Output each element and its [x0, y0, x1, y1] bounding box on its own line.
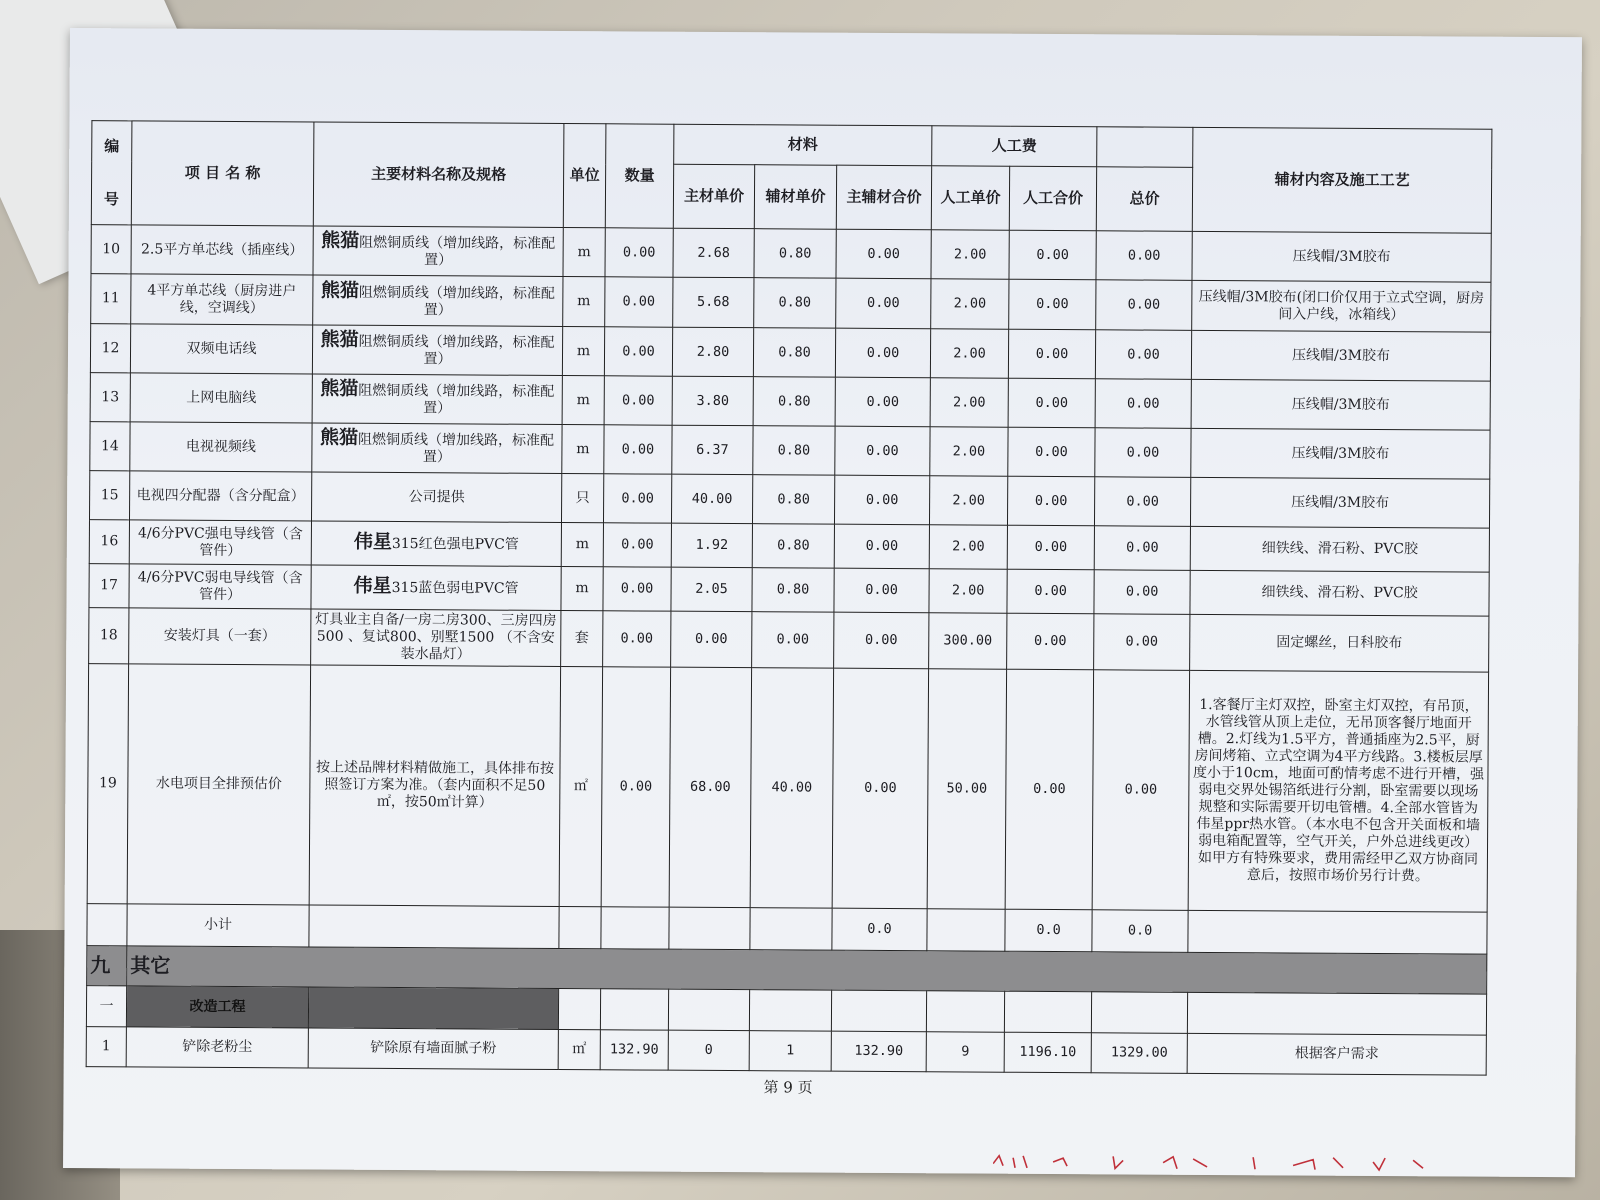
material-spec — [309, 665, 560, 907]
quantity: 0.00 — [603, 567, 671, 611]
main-material-price: 5.68 — [673, 277, 754, 327]
labor-price: 50.00 — [927, 669, 1006, 909]
labor-total: 0.00 — [1007, 525, 1094, 570]
quantity: 132.90 — [600, 1030, 668, 1070]
unit: m — [562, 327, 604, 376]
spec-text: 阻燃铜质线（增加线路，标准配置） — [357, 431, 555, 466]
aux-material-price: 0.00 — [752, 612, 834, 668]
total-price: 1329.00 — [1091, 1033, 1187, 1074]
subsection-blank — [600, 989, 668, 1030]
aux-material-price: 0.80 — [754, 278, 836, 329]
material-total: 0.00 — [835, 328, 930, 378]
unit: m — [563, 228, 605, 277]
section-title: 其它 — [127, 946, 1487, 994]
subsection-blank — [1091, 992, 1187, 1034]
table-row — [90, 422, 1490, 480]
row-no: 1 — [86, 1027, 126, 1067]
material-total: 0.00 — [835, 426, 930, 476]
labor-price: 2.00 — [930, 427, 1008, 476]
total-price: 0.00 — [1095, 379, 1191, 429]
brand-name: 伟星 — [353, 574, 392, 597]
spec-text: 阻燃铜质线（增加线路，标准配置） — [358, 333, 555, 368]
header-qty: 数量 — [605, 124, 674, 228]
subtotal-blank — [87, 904, 127, 946]
main-material-price: 40.00 — [671, 474, 752, 523]
notes: 固定螺丝，日科胶布 — [1190, 614, 1489, 672]
subsection-blank — [308, 987, 558, 1030]
row-no: 11 — [91, 274, 131, 324]
labor-price: 2.00 — [930, 329, 1008, 378]
quotation-table — [86, 120, 1493, 1076]
subtotal-blank — [750, 908, 832, 951]
item-name: 水电项目全排预估价 — [127, 664, 310, 905]
total-price: 0.00 — [1094, 526, 1190, 571]
main-material-price: 0.00 — [671, 611, 752, 667]
material-total: 0.00 — [832, 668, 928, 909]
aux-material-price: 0.80 — [752, 568, 834, 613]
item-name: 双频电话线 — [130, 324, 312, 374]
header-group-labor: 人工费 — [932, 126, 1097, 167]
labor-total: 0.00 — [1008, 427, 1095, 477]
labor-price: 2.00 — [931, 279, 1009, 329]
table-row — [90, 324, 1490, 382]
notes: 压线帽/3M胶布 — [1191, 330, 1490, 381]
unit: ㎡ — [559, 667, 602, 907]
notes: 压线帽/3M胶布 — [1192, 231, 1491, 282]
subsection-blank — [926, 991, 1004, 1032]
subsection-blank — [558, 989, 600, 1030]
header-aux-price: 辅材单价 — [754, 165, 836, 229]
main-material-price: 3.80 — [672, 376, 753, 425]
item-name: 上网电脑线 — [130, 373, 312, 423]
header-main-price: 主材单价 — [673, 164, 754, 228]
material-total: 0.00 — [836, 278, 931, 329]
row-no: 19 — [87, 664, 128, 904]
material-spec: 铲除原有墙面腻子粉 — [308, 1028, 558, 1070]
subtotal-labor-total: 0.0 — [1005, 909, 1092, 952]
aux-material-price: 0.80 — [753, 426, 835, 476]
item-name: 2.5平方单芯线（插座线） — [131, 225, 313, 275]
item-name: 电视视频线 — [130, 422, 312, 472]
handwriting-scribble — [993, 1152, 1453, 1175]
labor-total: 0.00 — [1008, 329, 1095, 379]
notes: 1.客餐厅主灯双控，卧室主灯双控，有吊顶，水管线管从顶上走位，无吊顶客餐厅地面开槽。2.灯线为1.5平方，普通插座为2.5平，厨房间烤箱、立式空调为4平方线路。3.楼板层厚度小于10cm，地面可酌情考虑不进行开槽，强弱电交界处锡箔纸进行分割，卧室需要以现场规整和实际需要开切电管槽。4.全部水管皆为伟星ppr热水管。（本水电不包含开关面板和墙弱电箱配置等，空气开关，户外总进线更改）如甲方有特殊要求，费用需经甲乙双方协商同意后，按照市场价另行计费。 — [1188, 670, 1488, 912]
unit: m — [563, 277, 605, 327]
header-labor-total: 人工合价 — [1009, 166, 1096, 231]
notes: 压线帽/3M胶布 — [1191, 477, 1490, 528]
quantity: 0.00 — [601, 667, 670, 907]
material-spec — [311, 609, 561, 667]
labor-price: 2.00 — [929, 525, 1007, 569]
header-no — [91, 121, 132, 225]
quantity: 0.00 — [604, 327, 672, 376]
aux-material-price: 0.80 — [754, 229, 836, 278]
spec-text: 公司提供 — [408, 488, 465, 505]
header-group-material: 材料 — [674, 124, 932, 166]
unit: ㎡ — [558, 1030, 600, 1070]
spec-text: 阻燃铜质线（增加线路，标准配置） — [359, 234, 556, 269]
table-header-row-1 — [92, 121, 1492, 170]
row-no: 14 — [90, 422, 130, 471]
material-total: 0.00 — [834, 612, 929, 669]
header-blank — [1097, 127, 1193, 168]
subsection-title: 改造工程 — [126, 986, 308, 1028]
total-price: 0.00 — [1095, 428, 1191, 478]
spec-text: 按上述品牌材料精做施工，具体排布按照签订方案为准。（套内面积不足50㎡，按50㎡计算） — [315, 759, 555, 811]
main-material-price: 0 — [668, 1030, 749, 1070]
unit: m — [561, 567, 603, 611]
subtotal-blank — [669, 907, 750, 949]
quantity: 0.00 — [603, 611, 671, 667]
subtotal-blank — [559, 907, 601, 949]
labor-total: 0.00 — [1007, 613, 1094, 670]
labor-total: 1196.10 — [1004, 1032, 1091, 1073]
material-spec — [313, 275, 563, 327]
notes: 根据客户需求 — [1187, 1033, 1486, 1075]
notes: 细铁线、滑石粉、PVC胶 — [1190, 570, 1489, 616]
brand-name: 熊猫 — [320, 279, 359, 302]
unit: m — [561, 523, 603, 567]
header-no-bottom: 号 — [103, 189, 120, 208]
page-number: 第 9 页 — [763, 1078, 813, 1097]
material-total: 132.90 — [831, 1031, 926, 1072]
item-name: 电视四分配器（含分配盒） — [129, 471, 311, 521]
row-no: 16 — [89, 520, 129, 564]
spec-text: 灯具业主自备/一房二房300、三房四房500 、复试800、别墅1500 （不含安装水晶灯） — [315, 611, 557, 663]
subtotal-blank — [1188, 910, 1487, 954]
table-row — [87, 664, 1488, 913]
subsection-blank — [831, 990, 926, 1032]
row-no: 10 — [91, 225, 131, 274]
header-unit: 单位 — [563, 124, 606, 228]
material-spec — [313, 226, 563, 277]
main-material-price: 2.80 — [672, 327, 753, 376]
table-row — [91, 274, 1491, 333]
item-name: 4/6分PVC强电导线管（含管件） — [129, 520, 311, 565]
labor-total: 0.00 — [1008, 476, 1095, 526]
section-no: 九 — [87, 946, 127, 986]
subtotal-blank — [927, 909, 1005, 951]
labor-total: 0.00 — [1008, 378, 1095, 428]
total-price: 0.00 — [1095, 477, 1191, 527]
brand-name: 熊猫 — [319, 426, 359, 449]
aux-material-price: 0.80 — [752, 524, 834, 569]
quantity: 0.00 — [604, 376, 672, 425]
item-name: 安装灯具（一套） — [129, 608, 311, 665]
aux-material-price: 40.00 — [750, 668, 833, 908]
total-price: 0.00 — [1095, 330, 1191, 380]
main-material-price: 2.68 — [673, 228, 754, 277]
subtotal-total: 0.0 — [1092, 910, 1188, 953]
row-no: 12 — [90, 324, 130, 373]
brand-name: 熊猫 — [320, 328, 359, 351]
subsection-blank — [1187, 992, 1486, 1035]
subsection-blank — [668, 989, 749, 1030]
brand-name: 伟星 — [353, 530, 392, 553]
quantity: 0.00 — [604, 425, 672, 474]
aux-material-price: 0.80 — [752, 475, 834, 525]
material-spec — [311, 521, 561, 567]
notes: 细铁线、滑石粉、PVC胶 — [1190, 526, 1489, 572]
row-no: 17 — [89, 564, 129, 608]
brand-name: 熊猫 — [321, 229, 360, 252]
subtotal-material-total: 0.0 — [832, 908, 927, 951]
labor-price: 300.00 — [929, 613, 1007, 669]
table-row — [89, 608, 1489, 673]
labor-price: 2.00 — [930, 476, 1008, 525]
total-price: 0.00 — [1096, 231, 1192, 281]
header-notes: 辅材内容及施工工艺 — [1192, 127, 1492, 233]
subtotal-blank — [309, 905, 559, 949]
subsection-blank — [1004, 991, 1091, 1033]
row-no: 15 — [89, 471, 129, 520]
subtotal-label: 小计 — [127, 904, 309, 947]
spec-text: 315红色强电PVC管 — [391, 535, 519, 553]
aux-material-price: 1 — [749, 1031, 831, 1072]
labor-total: 0.00 — [1005, 669, 1093, 910]
material-spec — [311, 472, 561, 523]
header-labor-price: 人工单价 — [931, 166, 1009, 230]
aux-material-price: 0.80 — [753, 377, 835, 427]
total-price: 0.00 — [1094, 614, 1190, 671]
total-price: 0.00 — [1096, 280, 1192, 331]
table-row — [89, 471, 1489, 529]
main-material-price: 2.05 — [671, 567, 752, 611]
material-spec — [312, 423, 562, 474]
quotation-page — [63, 28, 1582, 1177]
labor-price: 9 — [926, 1032, 1004, 1072]
subsection-blank — [749, 990, 831, 1032]
aux-material-price: 0.80 — [753, 328, 835, 378]
spec-text: 阻燃铜质线（增加线路，标准配置） — [358, 382, 555, 417]
material-spec — [312, 325, 562, 376]
labor-total: 0.00 — [1009, 230, 1096, 280]
item-name: 铲除老粉尘 — [126, 1027, 308, 1068]
unit: 只 — [561, 474, 603, 523]
header-total: 总价 — [1096, 167, 1192, 232]
labor-price: 2.00 — [931, 230, 1009, 279]
header-material: 主要材料名称及规格 — [313, 122, 564, 228]
spec-text: 315蓝色弱电PVC管 — [391, 579, 519, 597]
brand-name: 熊猫 — [320, 377, 359, 400]
table-row — [86, 1027, 1486, 1076]
total-price: 0.00 — [1094, 570, 1190, 615]
notes: 压线帽/3M胶布 — [1191, 379, 1490, 430]
unit: m — [562, 376, 604, 425]
quantity: 0.00 — [605, 277, 673, 327]
unit: m — [562, 425, 604, 474]
quantity: 0.00 — [603, 523, 671, 567]
material-spec — [311, 565, 561, 611]
material-total: 0.00 — [835, 377, 930, 427]
item-name: 4平方单芯线（厨房进户线，空调线） — [131, 274, 313, 325]
material-total: 0.00 — [834, 475, 929, 525]
notes: 压线帽/3M胶布(闭口价仅用于立式空调，厨房间入户线，冰箱线） — [1192, 280, 1491, 332]
labor-price: 2.00 — [929, 569, 1007, 613]
row-no: 18 — [89, 608, 129, 664]
table-row — [90, 373, 1490, 431]
material-total: 0.00 — [836, 229, 931, 279]
material-total: 0.00 — [834, 568, 929, 613]
quantity: 0.00 — [603, 474, 671, 523]
item-name: 4/6分PVC弱电导线管（含管件） — [129, 564, 311, 609]
header-name: 项 目 名 称 — [131, 121, 314, 226]
unit: 套 — [561, 611, 603, 667]
subtotal-blank — [601, 907, 669, 949]
labor-price: 2.00 — [930, 378, 1008, 427]
table-row — [91, 225, 1491, 283]
main-material-price: 68.00 — [669, 667, 751, 907]
labor-total: 0.00 — [1009, 279, 1096, 330]
main-material-price: 6.37 — [672, 425, 753, 474]
material-spec — [312, 374, 562, 425]
spec-text: 阻燃铜质线（增加线路，标准配置） — [358, 284, 555, 318]
quantity: 0.00 — [605, 228, 673, 277]
row-no: 13 — [90, 373, 130, 422]
notes: 压线帽/3M胶布 — [1191, 428, 1490, 479]
header-mat-total: 主辅材合价 — [836, 165, 931, 230]
labor-total: 0.00 — [1007, 569, 1094, 614]
total-price: 0.00 — [1092, 670, 1189, 911]
subsection-no: 一 — [86, 986, 126, 1027]
material-total: 0.00 — [834, 524, 929, 569]
main-material-price: 1.92 — [671, 523, 752, 567]
header-no-top: 编 — [104, 136, 120, 155]
